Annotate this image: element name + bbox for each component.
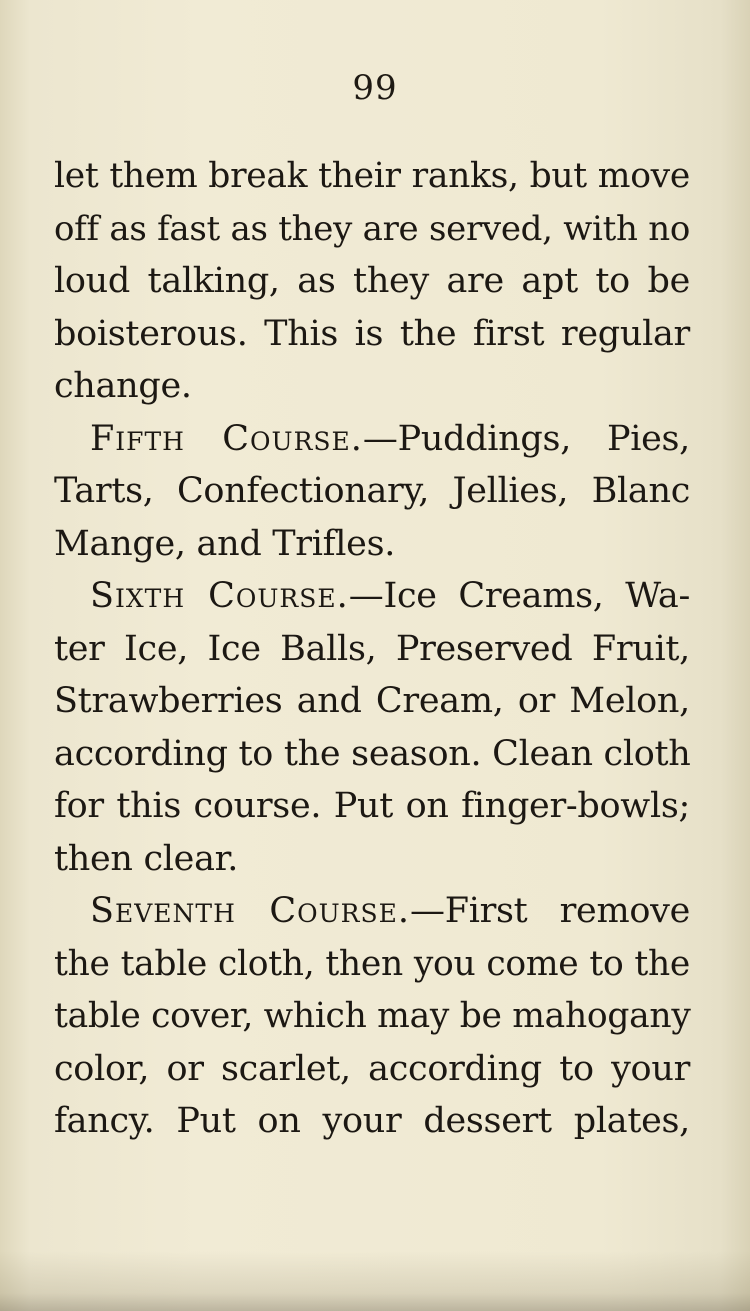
text-line: loud talking, as they are apt to be xyxy=(54,261,690,301)
text-line: change. xyxy=(54,366,192,406)
text-line: off as fast as they are served, with no xyxy=(54,208,690,249)
text-line: then clear. xyxy=(54,838,239,879)
text-line: ter Ice, Ice Balls, Preserved Fruit, xyxy=(54,628,690,669)
course-heading: Fifth Course. xyxy=(90,418,363,459)
course-heading-line: Fifth Course.—Puddings, Pies, xyxy=(90,418,690,459)
course-heading: Seventh Course. xyxy=(90,891,411,931)
course-heading-line: Sixth Course.—Ice Creams, Wa- xyxy=(90,576,690,616)
text-line: boisterous. This is the first regular xyxy=(54,313,690,354)
text-line: Strawberries and Cream, or Melon, xyxy=(54,681,690,721)
page-number: 99 xyxy=(352,68,398,108)
course-heading: Sixth Course. xyxy=(90,576,349,616)
text-line: Tarts, Confectionary, Jellies, Blanc xyxy=(54,471,690,511)
text-line: Mange, and Trifles. xyxy=(54,523,396,564)
course-heading-line: Seventh Course.—First remove xyxy=(90,891,690,931)
text-line: for this course. Put on finger-bowls; xyxy=(54,786,690,826)
text-line: let them break their ranks, but move xyxy=(54,156,690,196)
text-line: the table cloth, then you come to the xyxy=(54,943,690,984)
text-line: fancy. Put on your dessert plates, xyxy=(54,1101,690,1141)
text-line: color, or scarlet, according to your xyxy=(54,1048,690,1089)
body-text xyxy=(54,150,690,1148)
text-line: according to the season. Clean cloth xyxy=(54,733,691,774)
text-line: table cover, which may be mahogany xyxy=(54,996,691,1036)
